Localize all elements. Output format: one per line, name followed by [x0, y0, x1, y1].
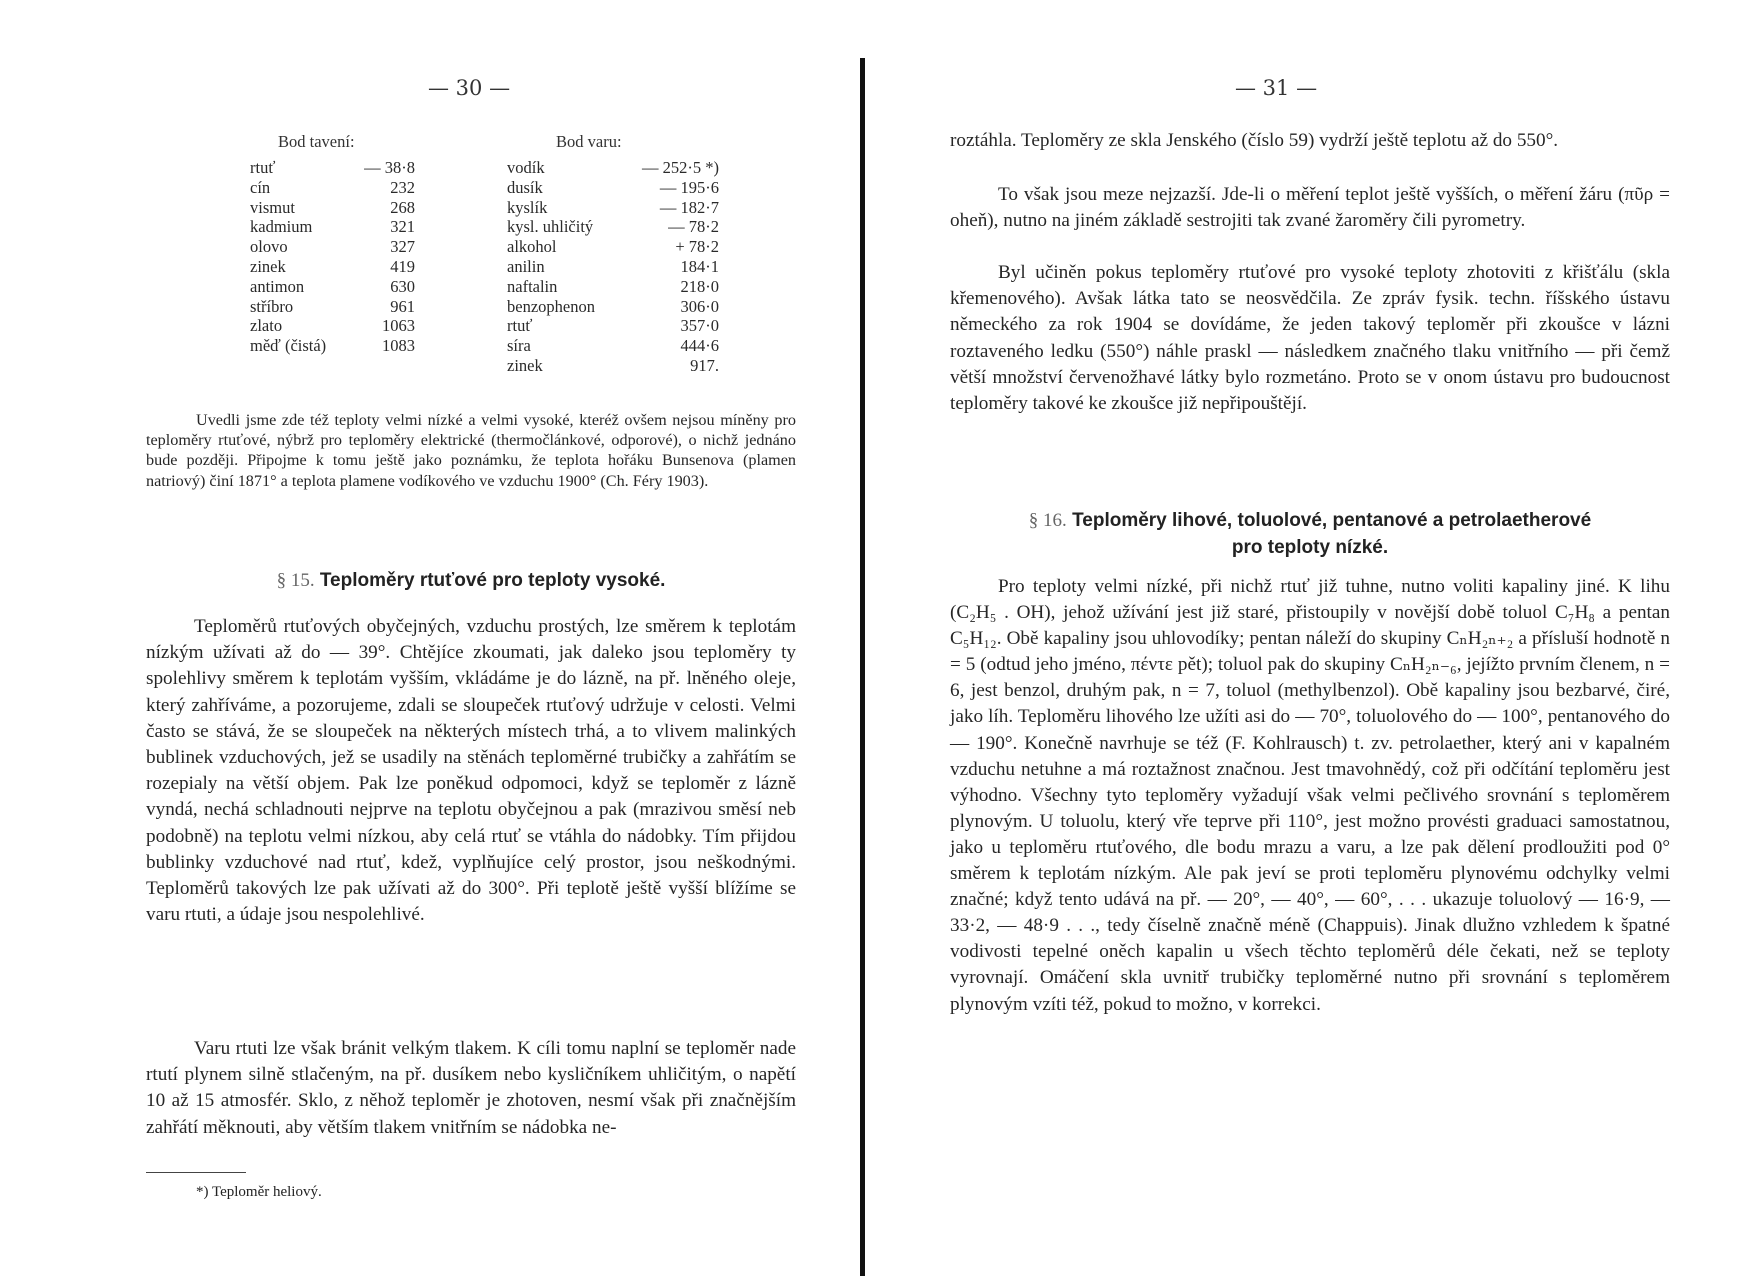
- note-paragraph: Uvedli jsme zde též teploty velmi nízké a velmi vysoké, kteréž ovšem nejsou míněny pro teploměry rtuťové, nýbrž pro teploměry elektrické (thermočlánkové, odporové), o nichž jednáno bude později. Připojme k tomu ještě jako poznámku, že teplota hořáku Bunsenova (plamen natriový) činí 1871° a teplota plamene vodíkového ve vzduchu 1900° (Ch. Féry 1903).: [146, 411, 796, 490]
- body-paragraph: roztáhla. Teploměry ze skla Jenského (číslo 59) vydrží ještě teplotu až do 550°.: [950, 130, 1559, 151]
- temperature-value: — 252·5 *): [642, 158, 719, 177]
- substance-name: antimon: [250, 276, 305, 296]
- footnote-rule: [146, 1172, 246, 1173]
- temperature-value: 1063: [382, 316, 415, 336]
- substance-name: zinek: [507, 355, 543, 375]
- temperature-value: 321: [390, 217, 415, 237]
- temperature-value: 306·0: [680, 296, 719, 316]
- temperature-value: — 38·8: [364, 158, 415, 177]
- table-row: [250, 316, 415, 336]
- boiling-points-table: [507, 158, 719, 376]
- section-15-heading: [146, 570, 796, 592]
- temperature-value: 184·1: [680, 256, 719, 276]
- table-row: [507, 158, 719, 178]
- section-16-heading: [950, 510, 1670, 559]
- temperature-value: — 182·7: [659, 197, 719, 217]
- body-paragraph: Varu rtuti lze však bránit velkým tlakem. K cíli tomu naplní se teploměr nade rtutí plynem silně stlačeným, na př. dusíkem nebo kysličníkem uhličitým, o napětí 10 až 15 atmosfér. Sklo, z něhož teploměr je zhotoven, nesmí však při značnějším zahřátí měknouti, aby větším tlakem vnitřním se nádobka ne-: [146, 1038, 796, 1138]
- table-row: [507, 336, 719, 356]
- temperature-value: 232: [390, 177, 415, 197]
- temperature-value: — 78·2: [668, 217, 719, 237]
- table-row: [507, 198, 719, 218]
- body-paragraph: To však jsou meze nejzazší. Jde-li o měření teplot ještě vyšších, o měření žáru (πῦρ = oheň), nutno na jiném základě sestrojiti tak zvané žaroměry čili pyrometry.: [950, 184, 1670, 232]
- temperature-value: 961: [390, 296, 415, 316]
- substance-name: alkohol: [507, 237, 557, 257]
- temperature-value: 327: [390, 237, 415, 257]
- temperature-value: 1083: [382, 336, 415, 356]
- page-number-left: — 30 —: [428, 76, 511, 100]
- substance-name: anilin: [507, 256, 545, 276]
- page-number-right: — 31 —: [1235, 76, 1318, 100]
- substance-name: benzophenon: [507, 296, 595, 316]
- book-spine: [860, 58, 865, 1276]
- substance-name: olovo: [250, 237, 288, 257]
- substance-name: vodík: [507, 158, 545, 177]
- boiling-header: Bod varu:: [556, 132, 622, 151]
- melting-points-table: [250, 158, 415, 356]
- table-row: [507, 237, 719, 257]
- body-paragraph: Teploměrů rtuťových obyčejných, vzduchu prostých, lze směrem k teplotám nízkým užívati až do — 39°. Chtějíce zkoumati, jak daleko jsou teploměry ty spolehlivy směrem k teplotám vyšším, vkládáme je do lázně, na př. lněného oleje, který zahříváme, a pozorujeme, zdali se sloupeček rtuťový udržuje v celosti. Velmi často se stává, že se sloupeček na některých místech trhá, a to vlivem malinkých bublinek vzduchových, jež se usadily na stěnách teploměrné trubičky a zahřátím se rozepialy na větší objem. Pak lze poněkud odpomoci, když se teploměr z lázně vyndá, nechá schladnouti nejprve na teplotu obyčejnou a pak (mrazivou směsí neb podobně) na teplotu velmi nízkou, aby celá rtuť se vtáhla do nádobky. Tím přijdou bublinky vzduchové nad rtuť, kdež, vyplňujíce celý prostor, jsou neškodnými. Teploměrů takových lze pak užívati až do 300°. Při teplotě ještě vyšší blížíme se varu rtuti, a údaje jsou nespolehlivé.: [146, 616, 796, 926]
- table-row: [250, 217, 415, 237]
- substance-name: síra: [507, 336, 531, 356]
- footnote: *) Teploměr heliový.: [196, 1184, 322, 1200]
- table-row: [250, 237, 415, 257]
- substance-name: cín: [250, 177, 271, 197]
- substance-name: kysl. uhličitý: [507, 217, 594, 237]
- temperature-value: 630: [390, 276, 415, 296]
- table-row: [250, 277, 415, 297]
- substance-name: rtuť: [250, 158, 276, 177]
- body-paragraph: Byl učiněn pokus teploměry rtuťové pro vysoké teploty zhotoviti z křišťálu (skla křemenového). Avšak látka tato se neosvědčila. Ze zpráv fysik. techn. říšského ústavu německého za rok 1904 se dovídáme, že jeden takový teploměr při zkoušce v lázni roztaveného ledku (550°) náhle praskl — následkem značného tlaku vnitřního — při čemž větší množství červenožhavé látky bylo rozmetáno. Proto se v onom ústavu pro budoucnost teploměry takové ke zkoušce již nepřipouštějí.: [950, 262, 1670, 415]
- body-paragraph: Pro teploty velmi nízké, při nichž rtuť již tuhne, nutno voliti kapaliny jiné. K lihu (C₂H₅ . OH), jehož užívání jest již staré, přistoupily v novější době toluol C₇H₈ a pentan C₅H₁₂. Obě kapaliny jsou uhlovodíky; pentan náleží do skupiny CₙH₂ₙ₊₂ a přísluší hodnotě n = 5 (odtud jeho jméno, πέντε pět); toluol pak do skupiny CₙH₂ₙ₋₆, jejížto prvním členem, n = 6, jest benzol, druhým pak, n = 7, toluol (methylbenzol). Obě kapaliny jsou bezbarvé, čiré, jako líh. Teploměru lihového lze užíti asi do — 70°, toluolového do — 100°, pentanového do — 190°. Konečně navrhuje se též (F. Kohlrausch) t. zv. petrolaether, který ani v kapalném vzduchu netuhne a má roztažnost značnou. Jest tmavohnědý, což při odčítání teploměru jest výhodno. Všechny tyto teploměry vyžadují však velmi pečlivého srovnání s teploměrem plynovým. U toluolu, který vře teprve při 110°, jest možno provésti graduaci samostatnou, jako u teploměru rtuťového, dle bodu mrazu a varu, a lze pak dělení prodloužiti pod 0° směrem k teplotám nízkým. Ale pak jeví se proti teploměru plynovému odchylky velmi značné; když tento udává na př. — 20°, — 40°, — 60°, . . . ukazuje toluolový — 16·9, — 33·2, — 48·9 . . ., tedy číselně značně méně (Chappuis). Jinak dlužno vzhledem k špatné vodivosti tepelné oněch kapalin u všech těchto teploměrů déle čekati, než se teploty vyrovnají. Omáčení skla uvnitř trubičky teploměrné nutno při srovnání s teploměrem plynovým vzíti též, pokud to možno, v korrekci.: [950, 576, 1670, 1015]
- table-row: [250, 198, 415, 218]
- table-row: [250, 158, 415, 178]
- section-number: § 15.: [276, 570, 315, 591]
- table-row: [507, 257, 719, 277]
- substance-name: rtuť: [507, 316, 533, 336]
- melting-header: Bod tavení:: [278, 132, 355, 151]
- temperature-value: — 195·6: [659, 177, 719, 197]
- substance-name: stříbro: [250, 296, 294, 316]
- section-title-line-1: Teploměry lihové, toluolové, pentanové a petrolaetherové: [1072, 510, 1592, 531]
- table-row: [250, 336, 415, 356]
- substance-name: dusík: [507, 177, 543, 197]
- table-row: [507, 277, 719, 297]
- table-row: [507, 316, 719, 336]
- substance-name: kyslík: [507, 197, 548, 217]
- substance-name: měď (čistá): [250, 336, 327, 356]
- table-row: [507, 297, 719, 317]
- temperature-value: 357·0: [680, 316, 719, 336]
- table-row: [250, 178, 415, 198]
- temperature-value: 444·6: [680, 336, 719, 356]
- table-row: [250, 297, 415, 317]
- temperature-value: 218·0: [680, 276, 719, 296]
- substance-name: zinek: [250, 256, 286, 276]
- section-title-line-2: pro teploty nízké.: [1231, 537, 1389, 558]
- table-row: [507, 217, 719, 237]
- table-row: [507, 356, 719, 376]
- substance-name: vismut: [250, 197, 295, 217]
- section-title: Teploměry rtuťové pro teploty vysoké.: [319, 570, 666, 591]
- substance-name: naftalin: [507, 276, 558, 296]
- substance-name: zlato: [250, 316, 283, 336]
- temperature-value: 268: [390, 197, 415, 217]
- temperature-value: 917.: [690, 355, 719, 375]
- temperature-value: + 78·2: [675, 237, 719, 257]
- table-row: [507, 178, 719, 198]
- substance-name: kadmium: [250, 217, 313, 237]
- table-row: [250, 257, 415, 277]
- section-number: § 16.: [1028, 510, 1067, 531]
- temperature-value: 419: [390, 256, 415, 276]
